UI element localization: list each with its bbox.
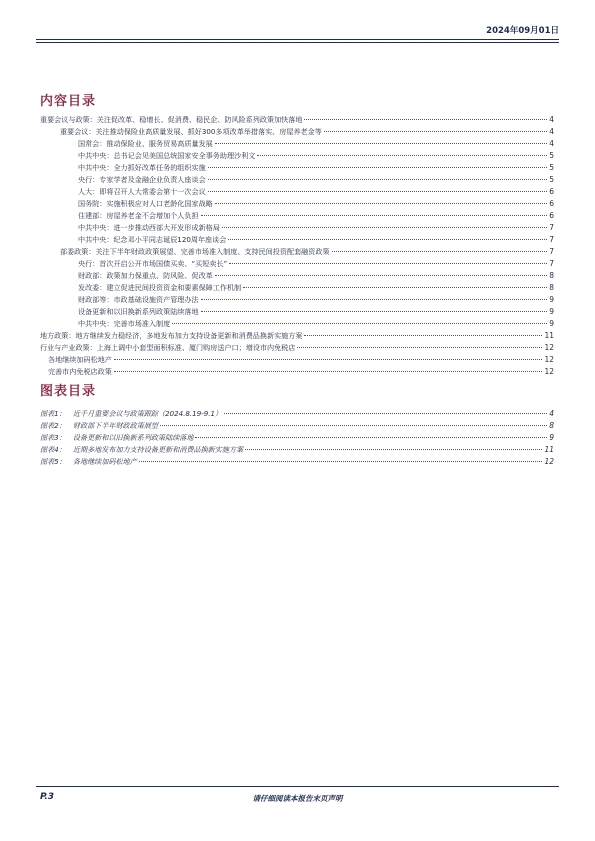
entry-page-number: 7 xyxy=(549,235,554,244)
entry-title: 住建部：房屋养老金不会增加个人负担 xyxy=(78,211,199,220)
contents-title: 内容目录 xyxy=(40,94,97,109)
entry-title: 财政部：政策加力保重点、防风险、促改革 xyxy=(78,271,213,280)
entry-title: 设备更新和以旧换新系列政策陆续落地 xyxy=(78,307,199,316)
toc-entry[interactable] xyxy=(40,162,554,174)
dot-leader xyxy=(222,227,547,228)
dot-leader xyxy=(114,371,543,372)
figures-title: 图表目录 xyxy=(40,384,97,399)
toc-entry[interactable] xyxy=(40,246,554,258)
dot-leader xyxy=(160,425,547,426)
entry-title: 财政部等：市政基础设施资产管理办法 xyxy=(78,295,199,304)
dot-leader xyxy=(201,311,548,312)
entry-title: 图表3： 设备更新和以旧换新系列政策陆续落地 xyxy=(40,433,194,442)
entry-page-number: 4 xyxy=(549,127,554,136)
dot-leader xyxy=(208,167,548,168)
entry-page-number: 6 xyxy=(549,187,554,196)
dot-leader xyxy=(297,347,542,348)
entry-page-number: 9 xyxy=(549,307,554,316)
toc-entry[interactable] xyxy=(40,150,554,162)
dot-leader xyxy=(172,323,547,324)
entry-page-number: 11 xyxy=(544,445,554,454)
toc-entry[interactable] xyxy=(40,126,554,138)
dot-leader xyxy=(257,155,547,156)
dot-leader xyxy=(324,131,547,132)
entry-page-number: 6 xyxy=(549,199,554,208)
entry-page-number: 8 xyxy=(549,421,554,430)
toc-entry[interactable] xyxy=(40,342,554,354)
toc-entry[interactable] xyxy=(40,294,554,306)
entry-title: 中共中央：全力抓好改革任务的组织实施 xyxy=(78,163,206,172)
toc-entry[interactable] xyxy=(40,186,554,198)
figure-entry[interactable] xyxy=(40,444,554,456)
toc-entry[interactable] xyxy=(40,354,554,366)
dot-leader xyxy=(208,179,548,180)
entry-title: 完善市内免税店政策 xyxy=(48,367,112,376)
entry-page-number: 12 xyxy=(544,343,554,352)
dot-leader xyxy=(201,299,548,300)
entry-page-number: 8 xyxy=(549,283,554,292)
entry-page-number: 9 xyxy=(549,319,554,328)
entry-page-number: 7 xyxy=(549,223,554,232)
entry-title: 央行：首次开启公开市场国债买卖、“买短卖长” xyxy=(78,259,228,268)
toc-entry[interactable] xyxy=(40,318,554,330)
entry-title: 国常会：推动保险业、服务贸易高质量发展 xyxy=(78,139,213,148)
entry-title: 重要会议与政策：关注促改革、稳增长、促消费、稳民企、防风险系列政策加快落地 xyxy=(40,115,303,124)
entry-title: 中共中央：完善市场准入制度 xyxy=(78,319,171,328)
entry-page-number: 5 xyxy=(549,163,554,172)
toc-entry[interactable] xyxy=(40,306,554,318)
toc-entry[interactable] xyxy=(40,222,554,234)
figure-entry[interactable] xyxy=(40,432,554,444)
entry-title: 央行：专家学者及金融企业负责人座谈会 xyxy=(78,175,206,184)
toc-entry[interactable] xyxy=(40,258,554,270)
entry-page-number: 7 xyxy=(549,247,554,256)
toc-entry[interactable] xyxy=(40,330,554,342)
entry-title: 图表4： 近期多地发布加力支持设备更新和消费品换新实施方案 xyxy=(40,445,244,454)
toc-entry[interactable] xyxy=(40,234,554,246)
entry-page-number: 12 xyxy=(544,457,554,466)
dot-leader xyxy=(215,275,547,276)
entry-page-number: 9 xyxy=(549,433,554,442)
entry-page-number: 5 xyxy=(549,175,554,184)
entry-page-number: 7 xyxy=(549,259,554,268)
dot-leader xyxy=(114,359,543,360)
dot-leader xyxy=(245,449,542,450)
figure-entry[interactable] xyxy=(40,408,554,420)
entry-page-number: 12 xyxy=(544,367,554,376)
dot-leader xyxy=(243,287,547,288)
entry-title: 发改委：建立促进民间投资资金和要素保障工作机制 xyxy=(78,283,242,292)
dot-leader xyxy=(228,239,547,240)
entry-title: 行业与产业政策：上海上调中小套型面积标准、厦门购房送户口；增设市内免税店 xyxy=(40,343,296,352)
dot-leader xyxy=(195,437,547,438)
entry-title: 中共中央：总书记会见美国总统国家安全事务助理沙利文 xyxy=(78,151,256,160)
figure-entry[interactable] xyxy=(40,456,554,468)
entry-page-number: 6 xyxy=(549,211,554,220)
entry-page-number: 4 xyxy=(549,409,554,418)
entry-title: 部委政策：关注下半年财政政策展望、完善市场准入制度、支持民间投资配套融资政策 xyxy=(60,247,330,256)
toc-entry[interactable] xyxy=(40,114,554,126)
entry-title: 中共中央：纪念邓小平同志诞辰120周年座谈会 xyxy=(78,235,227,244)
entry-page-number: 12 xyxy=(544,355,554,364)
toc-entry[interactable] xyxy=(40,210,554,222)
dot-leader xyxy=(304,119,547,120)
toc-entry[interactable] xyxy=(40,366,554,378)
dot-leader xyxy=(139,461,543,462)
entry-title: 人大：即将召开人大常委会第十一次会议 xyxy=(78,187,206,196)
entry-title: 中共中央：进一步推动西部大开发形成新格局 xyxy=(78,223,220,232)
dot-leader xyxy=(332,251,548,252)
report-date: 2024年09月01日 xyxy=(486,26,559,36)
toc-entry[interactable] xyxy=(40,270,554,282)
entry-title: 国务院：实施积极应对人口老龄化国家战略 xyxy=(78,199,213,208)
entry-page-number: 11 xyxy=(544,331,554,340)
entry-title: 重要会议：关注推动保险业高质量发展、抓好300多项改革举措落实、房屋养老金等 xyxy=(60,127,322,136)
header-rule xyxy=(36,39,559,40)
dot-leader xyxy=(208,191,548,192)
figures-list xyxy=(40,408,554,468)
entry-title: 各地继续加码松地产 xyxy=(48,355,112,364)
dot-leader xyxy=(224,413,547,414)
entry-title: 图表5： 各地继续加码松地产 xyxy=(40,457,137,466)
contents-list xyxy=(40,114,554,378)
entry-page-number: 5 xyxy=(549,151,554,160)
toc-entry[interactable] xyxy=(40,174,554,186)
entry-title: 图表2： 财政部下半年财政政策展望 xyxy=(40,421,159,430)
entry-title: 地方政策：地方继续发力稳经济，多地发布加力支持设备更新和消费品换新实施方案 xyxy=(40,331,303,340)
page-number: P.3 xyxy=(40,792,54,802)
dot-leader xyxy=(229,263,547,264)
entry-page-number: 8 xyxy=(549,271,554,280)
footer-rule xyxy=(36,786,559,787)
entry-title: 图表1： 近千月重要会议与政策跟踪（2024.8.19-9.1） xyxy=(40,409,223,418)
dot-leader xyxy=(215,143,547,144)
dot-leader xyxy=(304,335,542,336)
entry-page-number: 9 xyxy=(549,295,554,304)
footer-disclaimer: 请仔细阅读本报告末页声明 xyxy=(252,794,343,803)
entry-page-number: 4 xyxy=(549,115,554,124)
figure-entry[interactable] xyxy=(40,420,554,432)
entry-page-number: 4 xyxy=(549,139,554,148)
toc-entry[interactable] xyxy=(40,282,554,294)
toc-entry[interactable] xyxy=(40,138,554,150)
dot-leader xyxy=(215,203,547,204)
toc-entry[interactable] xyxy=(40,198,554,210)
dot-leader xyxy=(201,215,548,216)
header-rule-thin xyxy=(36,42,559,43)
